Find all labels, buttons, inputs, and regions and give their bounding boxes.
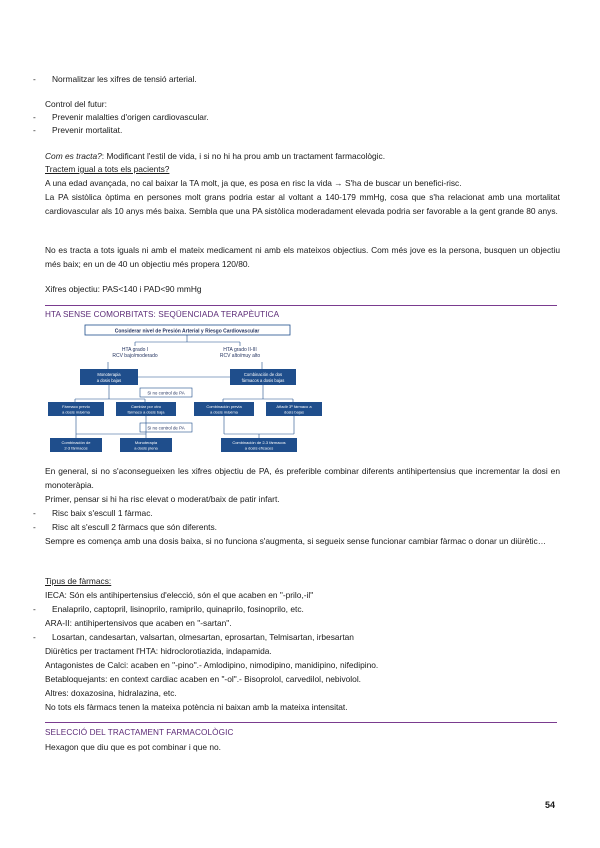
section-rule: [45, 305, 557, 306]
control-text-1: Si no control de PA: [147, 390, 185, 396]
row3-box-2-line2: a dosis plena: [134, 445, 158, 451]
risk-low: Risc baix s'escull 1 fàrmac.: [52, 508, 153, 518]
row3-box-2-line1: Monoterapia: [134, 440, 158, 445]
left-branch-line2: RCV bajo/moderado: [112, 353, 158, 359]
section-title: HTA SENSE COMORBITATS: SEQÜENCIADA TERAPÈUTICA: [45, 310, 280, 319]
treatment-line2: La PA sistòlica òptima en persones molt grans podria estar al voltant a 140-179 mmHg, cosa que s'ha relacionat amb una mortalitat cardiovascular als 10 anys més baixa. Sembla que una PA sistòlica moderadament elevada podria ser favorable a la gent grande 80 anys.: [45, 192, 560, 216]
row3-box-1-line1: Combinación de: [61, 440, 91, 445]
row3-box-3-line2: a dosis eficaces: [244, 445, 274, 451]
how-label: Com es tracta?: [45, 151, 102, 161]
row2-box-2-line2: fármaco a dosis baja: [127, 409, 165, 415]
drugs-ieca: IECA: Són els antihipertensius d'elecció, són el que acaben en "-prilo,-il": [45, 590, 314, 600]
control-text-2: Si no control de PA: [147, 425, 185, 431]
therapy-flow-diagram: [40, 322, 340, 462]
drugs-diuretics: Diürètics per tractament l'HTA: hidroclorotiazida, indapamida.: [45, 646, 272, 656]
bullet-dash: -: [33, 125, 36, 135]
bullet-dash: -: [33, 522, 36, 532]
right-branch-line1: HTA grado II-III: [223, 347, 257, 353]
bullet-dash: -: [33, 632, 36, 642]
page-number: 54: [544, 800, 555, 810]
equal-question: Tractem igual a tots els pacients?: [45, 164, 170, 174]
drugs-note: No tots els fàrmacs tenen la mateixa potència ni baixan amb la mateixa intensitat.: [45, 702, 348, 712]
combo-box-line2: fármacos a dosis bajas: [241, 378, 285, 383]
row3-box-3-line1: Combinación de 2-3 fármacos: [232, 440, 286, 445]
combo-box-line1: Combinación de dos: [243, 372, 283, 377]
row2-box-1-line2: a dosis máxima: [62, 409, 90, 415]
row2-box-2-line1: Cambiar por otro: [130, 404, 162, 409]
after-p2: Primer, pensar si hi ha risc elevat o moderat/baix de patir infart.: [45, 494, 280, 504]
row3-box-1-line2: 2-3 fármacos: [64, 445, 88, 451]
bullet-dash: -: [33, 112, 36, 122]
control-item: Prevenir mortalitat.: [52, 125, 123, 135]
row2-box-1-line1: Fármaco previo: [62, 404, 90, 409]
left-branch-line1: HTA grado I: [121, 347, 149, 353]
mono-box-line2: a dosis bajas: [96, 378, 122, 383]
drugs-altres: Altres: doxazosina, hidralazina, etc.: [45, 688, 177, 698]
bullet-dash: -: [33, 74, 36, 84]
row2-box-4-line2: dosis bajas: [283, 409, 305, 415]
treatment-line1: A una edad avançada, no cal baixar la TA molt, ja que, es posa en risc la vida → S'ha de buscar un benefici-risc.: [45, 178, 462, 188]
diagram-top-text: Considerar nivel de Presión Arterial y Riesgo Cardiovascular: [114, 328, 260, 335]
row2-box-3-line2: a dosis máxima: [210, 409, 238, 415]
after-p3: Sempre es comença amb una dosis baixa, si no funciona s'augmenta, si segueix sense funcionar cambiar fàrmac o donar un diürètic…: [45, 536, 547, 546]
after-p1: En general, si no s'aconsegueixen les xifres objectiu de PA, és preferible combinar diferents antihipertensius que incrementar la dosi en monoteràpia.: [45, 466, 560, 490]
drugs-ara-list: Losartan, candesartan, valsartan, olmesartan, eprosartan, Telmisartan, irbesartan: [52, 632, 354, 642]
drugs-ieca-list: Enalaprilo, captopril, lisinoprilo, ramiprilo, quinaprilo, fosinoprilo, etc.: [52, 604, 304, 614]
drugs-beta: Betabloquejants: en context cardiac acaben en "-ol".- Bisoprolol, carvedilol, nebivolol.: [45, 674, 362, 684]
objective-values: Xifres objectiu: PAS<140 i PAD<90 mmHg: [45, 284, 202, 294]
section-rule: [45, 722, 557, 723]
how-treated: [45, 150, 560, 164]
treatment-line3: No es tracta a tots iguals ni amb el mateix medicament ni amb els mateixos objectius. Com més jove es la persona, busquen un objectiu més baix; en un de 40 un objectiu més propera 120/80.: [45, 245, 560, 269]
section2-text: Hexagon que diu que es pot combinar i que no.: [45, 742, 221, 752]
bullet-dash: -: [33, 604, 36, 614]
row2-box-4-line1: Añadir 3º fármaco a: [276, 404, 312, 409]
section-title: SELECCIÓ DEL TRACTAMENT FARMACOLÒGIC: [45, 728, 234, 737]
drugs-heading: Tipus de fàrmacs:: [45, 576, 112, 586]
drugs-calci: Antagonistes de Calci: acaben en "-pino".- Amlodipino, nimodipino, manidipino, nifedipino.: [45, 660, 379, 670]
control-heading: Control del futur:: [45, 99, 107, 109]
row2-box-3-line1: Combinación previa: [206, 404, 242, 409]
bullet-dash: -: [33, 508, 36, 518]
control-item: Prevenir malalties d'origen cardiovascular.: [52, 112, 209, 122]
bullet-text: Normalitzar les xifres de tensió arterial.: [52, 74, 197, 84]
risk-high: Risc alt s'escull 2 fàrmacs que són diferents.: [52, 522, 217, 532]
drugs-ara: ARA-II: antihipertensivos que acaben en "-sartan".: [45, 618, 232, 628]
mono-box-line1: Monoterapia: [97, 372, 121, 377]
right-branch-line2: RCV alto/muy alto: [219, 353, 261, 359]
how-text: : Modificant l'estil de vida, i si no hi ha prou amb un tractament farmacològic.: [101, 151, 386, 161]
